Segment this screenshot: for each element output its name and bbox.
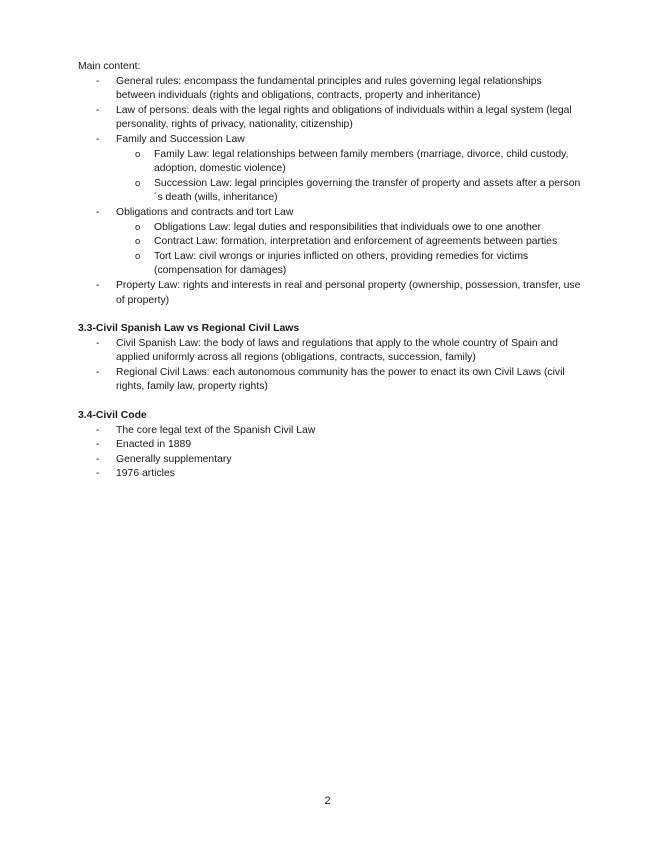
list-item-text: 1976 articles (116, 468, 175, 480)
document-page (78, 60, 583, 482)
circle-bullet-icon: o (135, 148, 141, 160)
sub-list-item (116, 177, 583, 206)
dash-marker: - (96, 453, 100, 465)
dash-marker: - (96, 104, 100, 116)
main-content-list (78, 75, 583, 309)
sub-list (116, 148, 583, 206)
list-item-text: Law of persons: deals with the legal rights and obligations of individuals within a legal system (legal personality, rights of privacy, nationality, citizenship) (116, 104, 572, 131)
sub-list-item-text: Family Law: legal relationships between family members (marriage, divorce, child custody, adoption, domestic violence) (154, 148, 569, 175)
list-item-text: Family and Succession Law (116, 133, 245, 145)
section-3-3-list (78, 337, 583, 395)
list-item (78, 133, 583, 206)
sub-list-item (116, 148, 583, 177)
list-item (78, 424, 583, 439)
section-3-4-list (78, 424, 583, 482)
list-item-text: Regional Civil Laws: each autonomous community has the power to enact its own Civil Laws (civil rights, family law, property rights) (116, 366, 565, 393)
list-item-text: General rules: encompass the fundamental principles and rules governing legal relationships between individuals (rights and obligations, contracts, property and inheritance) (116, 75, 542, 102)
dash-marker: - (96, 337, 100, 349)
list-item-text: Property Law: rights and interests in real and personal property (ownership, possession, transfer, use of property) (116, 279, 581, 306)
list-item (78, 337, 583, 366)
dash-marker: - (96, 439, 100, 451)
list-item (78, 279, 583, 308)
circle-bullet-icon: o (135, 221, 141, 233)
sub-list-item-text: Contract Law: formation, interpretation and enforcement of agreements between parties (154, 236, 558, 248)
sub-list-item (116, 235, 583, 250)
dash-marker: - (96, 133, 100, 145)
list-item-text: Generally supplementary (116, 453, 232, 465)
sub-list (116, 221, 583, 279)
dash-marker: - (96, 279, 100, 291)
list-item (78, 75, 583, 104)
dash-marker: - (96, 424, 100, 436)
list-item (78, 467, 583, 482)
sub-list-item-text: Obligations Law: legal duties and responsibilities that individuals owe to one another (154, 221, 542, 233)
dash-marker: - (96, 366, 100, 378)
page-number: 2 (324, 795, 331, 807)
sub-list-item-text: Tort Law: civil wrongs or injuries inflicted on others, providing remedies for victims (compensation for damages) (154, 250, 529, 277)
list-item (78, 104, 583, 133)
section-heading-3-3: 3.3-Civil Spanish Law vs Regional Civil Laws (78, 323, 300, 335)
sub-list-item (116, 250, 583, 279)
list-item (78, 453, 583, 468)
list-item (78, 206, 583, 279)
list-item-text: Obligations and contracts and tort Law (116, 206, 294, 218)
intro-label: Main content: (78, 61, 141, 72)
circle-bullet-icon: o (135, 250, 141, 262)
circle-bullet-icon: o (135, 236, 141, 248)
section-heading-3-4: 3.4-Civil Code (78, 410, 147, 422)
list-item-text: The core legal text of the Spanish Civil Law (116, 424, 316, 436)
sub-list-item (116, 221, 583, 236)
list-item-text: Civil Spanish Law: the body of laws and regulations that apply to the whole country of Spain and applied uniformly across all regions (obligations, contracts, succession, family) (116, 337, 558, 364)
list-item (78, 366, 583, 395)
dash-marker: - (96, 75, 100, 87)
list-item (78, 438, 583, 453)
list-item-text: Enacted in 1889 (116, 439, 192, 451)
circle-bullet-icon: o (135, 177, 141, 189)
sub-list-item-text: Succession Law: legal principles governing the transfer of property and assets after a person´s death (wills, inheritance) (154, 177, 581, 204)
dash-marker: - (96, 468, 100, 480)
dash-marker: - (96, 206, 100, 218)
